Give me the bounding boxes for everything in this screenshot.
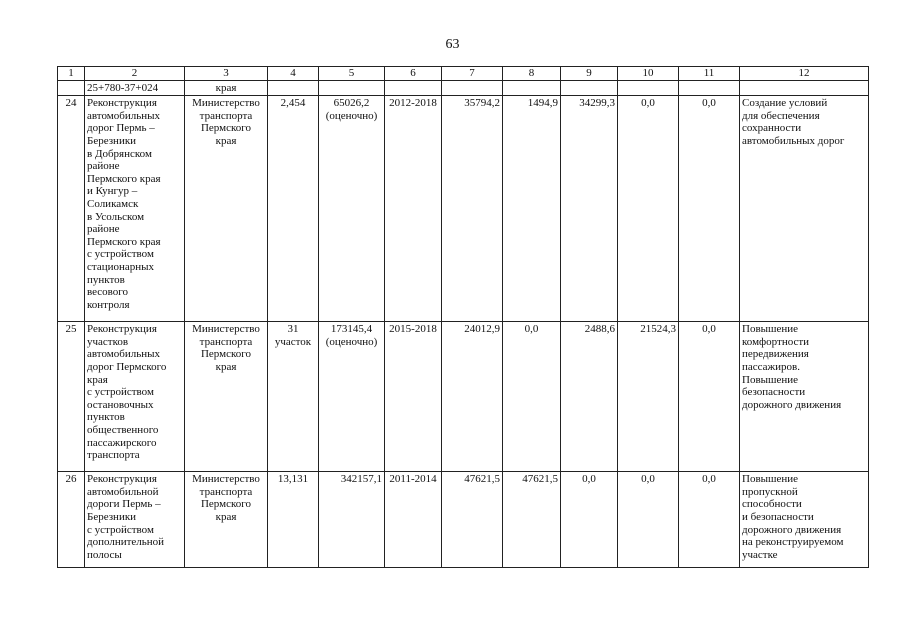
row-number: 26 <box>58 472 85 568</box>
period: 2011-2014 <box>385 472 442 568</box>
estimated-cost: 173145,4 (оценочно) <box>319 322 385 472</box>
column-header: 7 <box>442 67 503 81</box>
object-name: Реконструкция автомобильной дороги Пермь – Березники с устройством дополнительной полосы <box>85 472 185 568</box>
amount-col11: 0,0 <box>679 96 740 322</box>
object-name: Реконструкция автомобильных дорог Пермь – Березники в Добрянском районе Пермского края и Кунгур – Соликамск в Усольском районе Пермского края с устройством стационарных пунктов весового контроля <box>85 96 185 322</box>
row-number: 25 <box>58 322 85 472</box>
expected-result: Создание условий для обеспечения сохранности автомобильных дорог <box>740 96 869 322</box>
column-header: 12 <box>740 67 869 81</box>
column-header: 11 <box>679 67 740 81</box>
capacity: 13,131 <box>268 472 319 568</box>
column-header: 10 <box>618 67 679 81</box>
expected-result: Повышение комфортности передвижения пассажиров. Повышение безопасности дорожного движения <box>740 322 869 472</box>
estimated-cost: 65026,2 (оценочно) <box>319 96 385 322</box>
amount-col9: 0,0 <box>561 472 618 568</box>
column-header: 3 <box>185 67 268 81</box>
amount-col9: 2488,6 <box>561 322 618 472</box>
amount-col11: 0,0 <box>679 472 740 568</box>
table-row <box>58 322 869 472</box>
amount-col10: 0,0 <box>618 96 679 322</box>
amount-col8: 1494,9 <box>503 96 561 322</box>
amount-col8: 47621,5 <box>503 472 561 568</box>
program-table <box>57 66 869 568</box>
continuation-customer: края <box>185 80 268 96</box>
amount-col11: 0,0 <box>679 322 740 472</box>
customer: Министерство транспорта Пермского края <box>185 472 268 568</box>
column-header: 9 <box>561 67 618 81</box>
column-header: 4 <box>268 67 319 81</box>
column-header: 1 <box>58 67 85 81</box>
amount-col10: 0,0 <box>618 472 679 568</box>
table-row <box>58 96 869 322</box>
amount-col9: 34299,3 <box>561 96 618 322</box>
customer: Министерство транспорта Пермского края <box>185 322 268 472</box>
amount-col8: 0,0 <box>503 322 561 472</box>
table-row <box>58 472 869 568</box>
object-name: Реконструкция участков автомобильных дорог Пермского края с устройством остановочных пунктов общественного пассажирского транспорта <box>85 322 185 472</box>
period: 2012-2018 <box>385 96 442 322</box>
capacity: 31 участок <box>268 322 319 472</box>
total-amount: 47621,5 <box>442 472 503 568</box>
total-amount: 24012,9 <box>442 322 503 472</box>
column-header: 5 <box>319 67 385 81</box>
page-number: 63 <box>445 37 460 52</box>
continuation-row <box>58 80 869 96</box>
period: 2015-2018 <box>385 322 442 472</box>
total-amount: 35794,2 <box>442 96 503 322</box>
column-header: 6 <box>385 67 442 81</box>
customer: Министерство транспорта Пермского края <box>185 96 268 322</box>
column-number-row <box>58 67 869 81</box>
column-header: 8 <box>503 67 561 81</box>
row-number: 24 <box>58 96 85 322</box>
estimated-cost: 342157,1 <box>319 472 385 568</box>
amount-col10: 21524,3 <box>618 322 679 472</box>
capacity: 2,454 <box>268 96 319 322</box>
expected-result: Повышение пропускной способности и безопасности дорожного движения на реконструируемом участке <box>740 472 869 568</box>
column-header: 2 <box>85 67 185 81</box>
continuation-name: 25+780-37+024 <box>85 80 185 96</box>
